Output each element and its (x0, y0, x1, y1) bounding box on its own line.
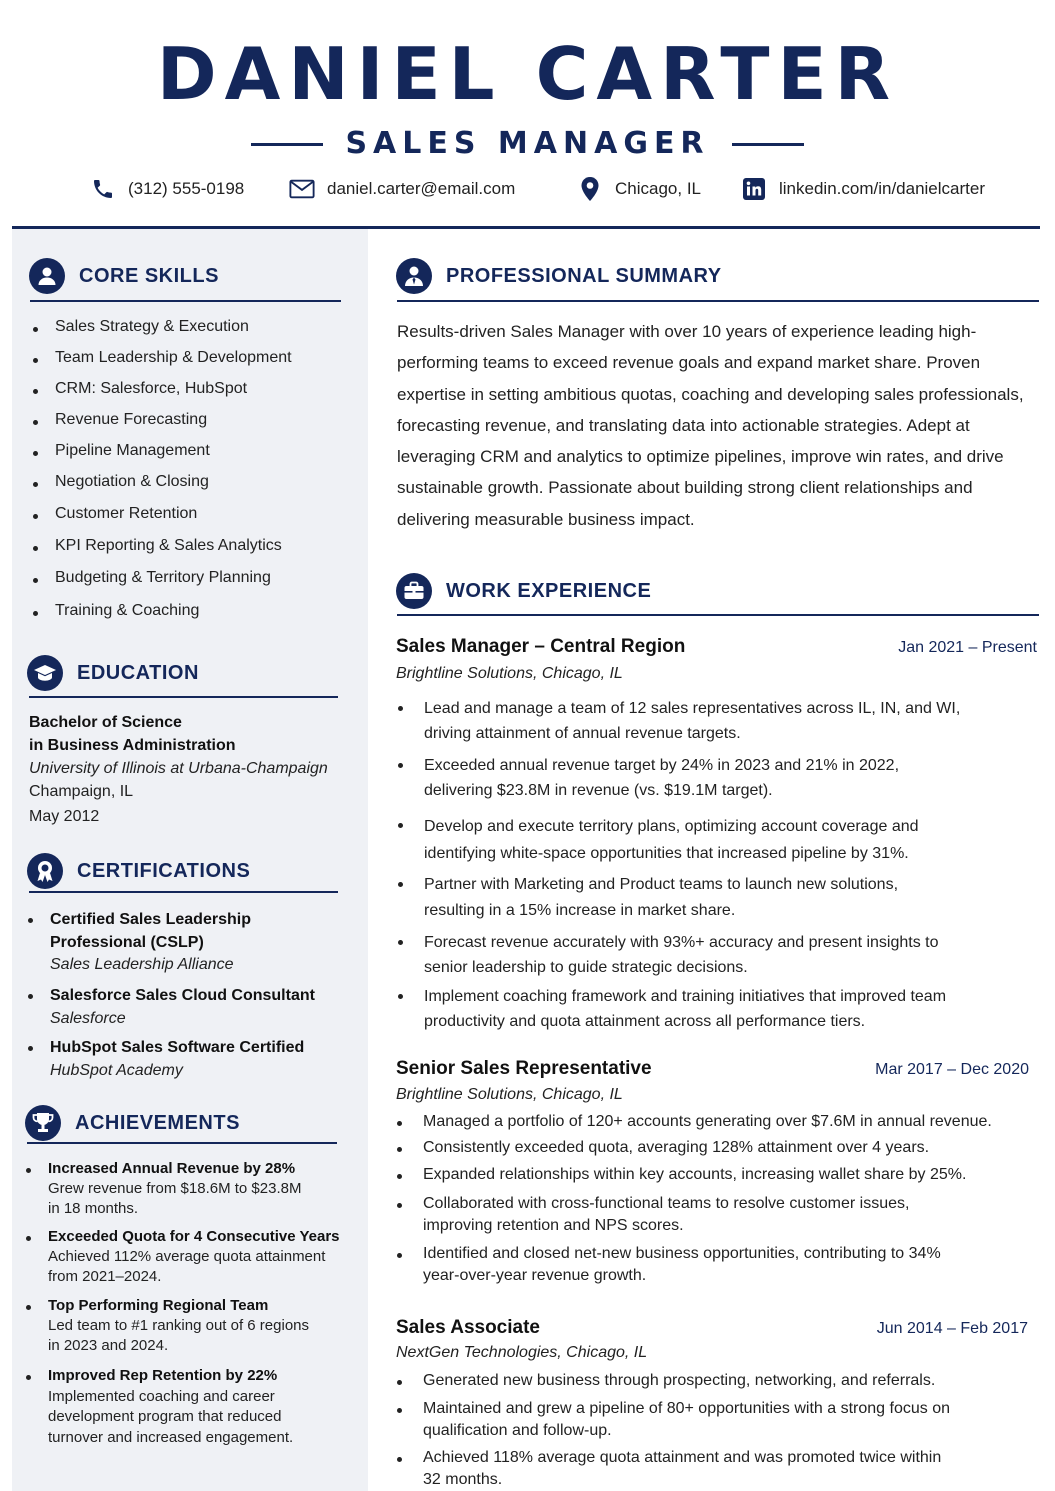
achievement-detail: Achieved 112% average quota attainment (48, 1248, 326, 1265)
experience-heading: WORK EXPERIENCE (446, 579, 652, 602)
bullet-line: Exceeded annual revenue target by 24% in 2023 and 21% in 2022, (424, 757, 900, 774)
briefcase-icon (396, 573, 432, 609)
cert-name: HubSpot Sales Software Certified (50, 1039, 305, 1056)
list-item (397, 813, 1037, 872)
list-item (23, 1159, 358, 1227)
email-text: daniel.carter@email.com (327, 179, 516, 198)
list-item: Team Leadership & Development (30, 349, 350, 380)
award-ribbon-icon (27, 853, 63, 889)
list-item (397, 872, 1037, 930)
list-item: Sales Strategy & Execution (30, 318, 350, 349)
bullet-line: delivering $23.8M in revenue (vs. $19.1M target). (424, 782, 773, 799)
bullet-line: qualification and follow-up. (423, 1422, 612, 1439)
bullet-line: Forecast revenue accurately with 93%+ accuracy and present insights to (424, 934, 939, 951)
list-item (25, 1037, 355, 1087)
degree-line-2: in Business Administration (29, 737, 236, 754)
cert-issuer: HubSpot Academy (50, 1061, 183, 1079)
achievements-heading: ACHIEVEMENTS (75, 1111, 240, 1134)
education-section-header (27, 655, 199, 691)
degree-line-1: Bachelor of Science (29, 714, 182, 731)
bullet-line: 32 months. (423, 1471, 503, 1488)
job-title: SALES MANAGER (345, 126, 710, 161)
job-title-row (0, 124, 1055, 164)
experience-section-header (396, 573, 651, 609)
list-item (23, 1227, 358, 1296)
resume-header (0, 0, 1055, 230)
certifications-divider (29, 891, 338, 893)
list-item (396, 1164, 1036, 1193)
experience-divider (397, 614, 1039, 616)
graduation-date: May 2012 (29, 808, 100, 825)
job-title: Senior Sales Representative (396, 1058, 652, 1079)
list-item: Negotiation & Closing (30, 473, 350, 505)
bullet-line: Identified and closed net-new business opportunities, contributing to 34% (423, 1245, 941, 1262)
bullet-line: Consistently exceeded quota, averaging 128% attainment over 4 years. (423, 1139, 930, 1156)
bullet-line: driving attainment of annual revenue targets. (424, 725, 741, 742)
bullet-line: resulting in a 15% increase in market share. (424, 902, 736, 919)
achievement-title: Increased Annual Revenue by 28% (48, 1160, 296, 1177)
list-item: Pipeline Management (30, 442, 350, 473)
job-bullets (396, 1370, 1036, 1491)
linkedin-icon (741, 176, 767, 202)
job-dates: Jan 2021 – Present (898, 639, 1037, 656)
achievements-divider (27, 1142, 337, 1144)
achievement-detail: turnover and increased engagement. (48, 1428, 294, 1446)
job-title: Sales Associate (396, 1317, 540, 1338)
list-item (25, 985, 355, 1037)
bullet-line: productivity and quota attainment across all performance tiers. (424, 1013, 866, 1030)
school-location: Champaign, IL (29, 783, 134, 800)
contact-email (289, 176, 515, 202)
professional-icon (396, 258, 432, 294)
list-item (397, 984, 1037, 1038)
job-company: Brightline Solutions, Chicago, IL (396, 1086, 623, 1103)
trophy-icon (25, 1105, 61, 1141)
education-divider (29, 696, 338, 698)
achievement-detail: Implemented coaching and career (48, 1387, 275, 1405)
job-dates: Jun 2014 – Feb 2017 (876, 1320, 1028, 1337)
achievement-detail: in 18 months. (48, 1200, 139, 1217)
achievements-list (23, 1159, 358, 1450)
certifications-section-header (27, 853, 250, 889)
achievement-detail: Led team to #1 ranking out of 6 regions (48, 1317, 310, 1334)
job-dates: Mar 2017 – Dec 2020 (875, 1061, 1029, 1078)
skills-heading: CORE SKILLS (79, 264, 219, 287)
list-item: Training & Coaching (30, 602, 350, 635)
skills-list (30, 318, 350, 635)
achievement-title: Exceeded Quota for 4 Consecutive Years (48, 1228, 340, 1245)
list-item: Customer Retention (30, 505, 350, 537)
bullet-line: improving retention and NPS scores. (423, 1217, 684, 1234)
list-item (397, 753, 1037, 813)
bullet-line: Maintained and grew a pipeline of 80+ opportunities with a strong focus on (423, 1400, 951, 1417)
bullet-line: Collaborated with cross-functional teams to resolve customer issues, (423, 1195, 910, 1212)
job-company: Brightline Solutions, Chicago, IL (396, 665, 623, 682)
bullet-line: Expanded relationships within key accounts, increasing wallet share by 25%. (423, 1166, 967, 1183)
location-text: Chicago, IL (615, 179, 701, 198)
contact-linkedin (741, 176, 985, 202)
bullet-line: Managed a portfolio of 120+ accounts generating over $7.6M in annual revenue. (423, 1113, 992, 1130)
bullet-line: Partner with Marketing and Product teams to launch new solutions, (424, 876, 899, 893)
list-item (397, 930, 1037, 984)
graduation-cap-icon (27, 655, 63, 691)
cert-name: Salesforce Sales Cloud Consultant (50, 987, 315, 1004)
achievement-title: Top Performing Regional Team (48, 1297, 269, 1314)
contact-phone (90, 176, 244, 202)
list-item (25, 909, 355, 985)
list-item: KPI Reporting & Sales Analytics (30, 537, 350, 569)
bullet-line: year-over-year revenue growth. (423, 1267, 647, 1284)
certifications-heading: CERTIFICATIONS (77, 859, 251, 882)
list-item: Revenue Forecasting (30, 411, 350, 442)
bullet-line: identifying white-space opportunities that increased pipeline by 31%. (424, 845, 909, 862)
summary-heading: PROFESSIONAL SUMMARY (446, 264, 722, 287)
list-item (396, 1370, 1036, 1398)
title-divider-right (732, 143, 804, 146)
skills-section-header (29, 258, 219, 294)
summary-text: Results-driven Sales Manager with over 10 years of experience leading high-performing teams to exceed revenue goals and expand market share. Proven expertise in setting ambitious quotas, coaching and developing sales professionals, forecasting revenue, and translating data into actionable strategies. Adept at leveraging CRM and analytics to optimize pipelines, improve win rates, and drive sustainable growth. Passionate about building strong client relationships and delivering measurable business impact. (397, 322, 1024, 529)
cert-name-cont: Professional (CSLP) (50, 933, 204, 951)
list-item (23, 1296, 358, 1366)
title-divider-left (251, 143, 323, 146)
education-heading: EDUCATION (77, 661, 199, 684)
list-item (396, 1398, 1036, 1447)
list-item (397, 696, 1037, 753)
bullet-line: Generated new business through prospecting, networking, and referrals. (423, 1372, 936, 1389)
list-item (396, 1447, 1036, 1491)
contact-location (577, 176, 701, 202)
linkedin-text: linkedin.com/in/danielcarter (779, 179, 985, 198)
phone-text: (312) 555-0198 (128, 179, 245, 198)
cert-name: Certified Sales Leadership (50, 911, 251, 928)
achievement-detail: in 2023 and 2024. (48, 1337, 169, 1354)
cert-issuer: Salesforce (50, 1009, 126, 1027)
school-name: University of Illinois at Urbana-Champaign (29, 760, 328, 777)
person-icon (29, 258, 65, 294)
bullet-line: senior leadership to guide strategic decisions. (424, 959, 748, 976)
certifications-list (25, 909, 355, 1087)
bullet-line: Lead and manage a team of 12 sales representatives across IL, IN, and WI, (424, 700, 961, 717)
achievement-detail: from 2021–2024. (48, 1268, 162, 1285)
candidate-name: DANIEL CARTER (156, 32, 899, 116)
job-bullets (397, 696, 1037, 1038)
list-item (396, 1137, 1036, 1164)
list-item (23, 1366, 358, 1450)
achievement-detail: Grew revenue from $18.6M to $23.8M (48, 1180, 302, 1197)
list-item (396, 1243, 1036, 1293)
envelope-icon (289, 176, 315, 202)
list-item (396, 1111, 1036, 1137)
bullet-line: Develop and execute territory plans, optimizing account coverage and (424, 818, 919, 835)
bullet-line: Implement coaching framework and training initiatives that improved team (424, 988, 947, 1005)
summary-divider (397, 300, 1039, 302)
job-company: NextGen Technologies, Chicago, IL (396, 1344, 648, 1361)
achievements-section-header (25, 1105, 240, 1141)
map-pin-icon (577, 176, 603, 202)
phone-icon (90, 176, 116, 202)
cert-issuer: Sales Leadership Alliance (50, 956, 234, 973)
list-item (396, 1193, 1036, 1243)
job-bullets (396, 1111, 1036, 1293)
achievement-title: Improved Rep Retention by 22% (48, 1367, 278, 1384)
list-item: Budgeting & Territory Planning (30, 569, 350, 602)
skills-divider (30, 300, 341, 302)
list-item: CRM: Salesforce, HubSpot (30, 380, 350, 411)
summary-section-header (396, 258, 722, 294)
achievement-detail: development program that reduced (48, 1408, 282, 1425)
bullet-line: Achieved 118% average quota attainment and was promoted twice within (423, 1449, 942, 1466)
job-title: Sales Manager – Central Region (396, 636, 686, 657)
